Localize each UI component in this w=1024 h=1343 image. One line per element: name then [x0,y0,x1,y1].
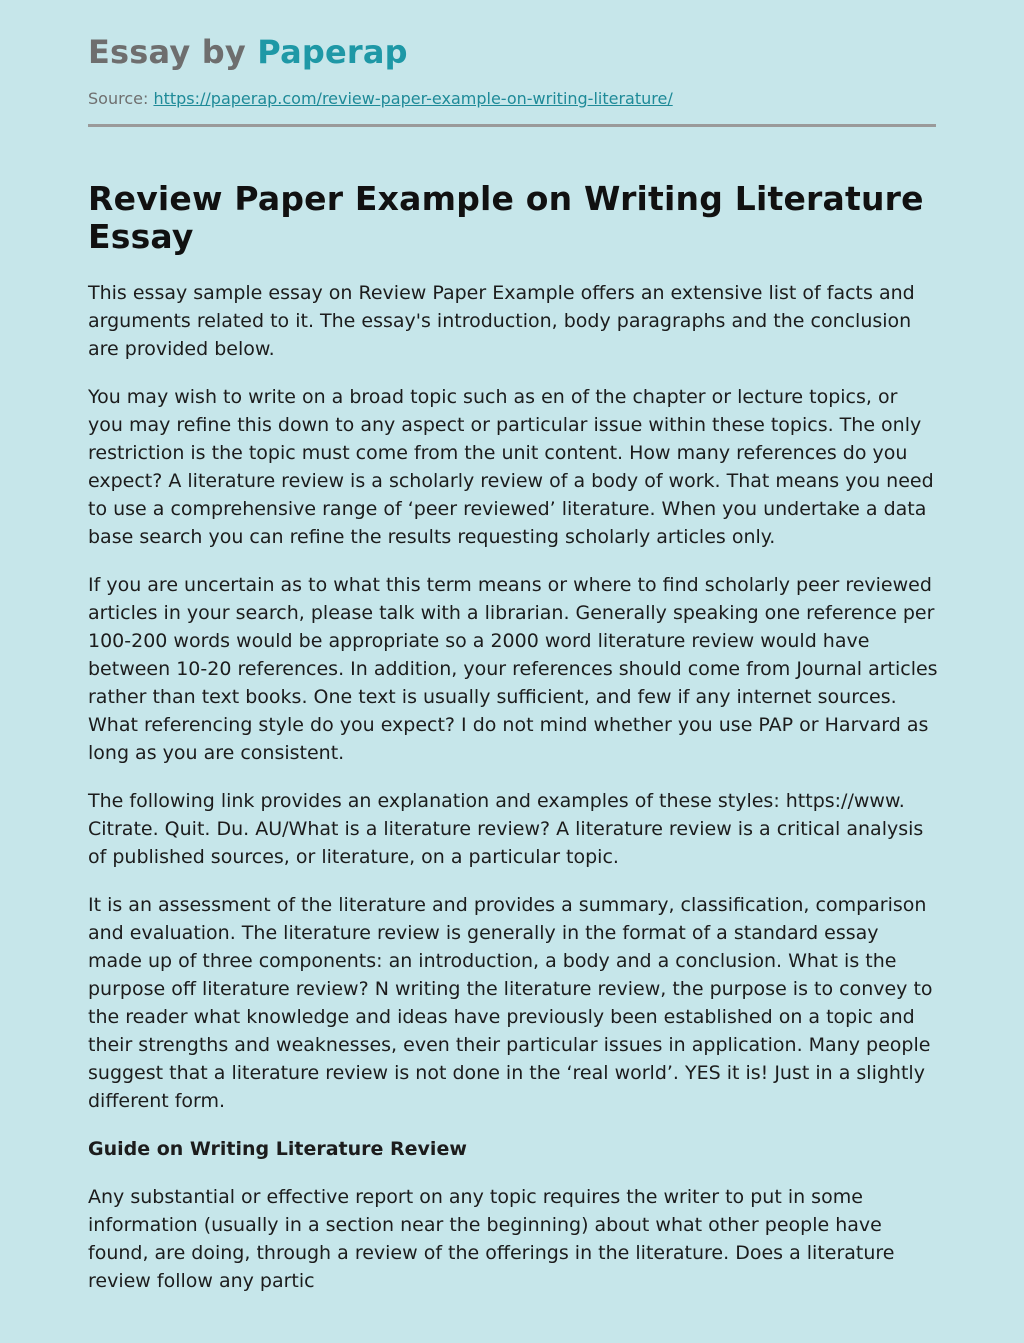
paragraph: If you are uncertain as to what this term means or where to find scholarly peer reviewed articles in your search, please talk with a librarian. Generally speaking one reference per 100-200 words would be appropriate so a 2000 word literature review would have between 10-20 references. In addition, your references should come from Journal articles rather than text books. One text is usually sufficient, and few if any internet sources. What referencing style do you expect? I do not mind whether you use PAP or Harvard as long as you are consistent. [88,574,938,764]
section-heading: Guide on Writing Literature Review [88,1138,467,1160]
paragraph: The following link provides an explanation and examples of these styles: https://www. Citrate. Quit. Du. AU/What is a literature review? A literature review is a critical analysis of published sources, or literature, on a particular topic. [88,790,924,868]
brand-prefix: Essay by [88,33,246,71]
paragraph: You may wish to write on a broad topic such as en of the chapter or lecture topics, or you may refine this down to any aspect or particular issue within these topics. The only restriction is the topic must come from the unit content. How many references do you expect? A literature review is a scholarly review of a body of work. That means you need to use a comprehensive range of ‘peer reviewed’ literature. When you undertake a data base search you can refine the results requesting scholarly articles only. [88,386,934,548]
brand-name: Paperap [257,33,408,71]
paragraph-intro: This essay sample essay on Review Paper Example offers an extensive list of facts and arguments related to it. The essay's introduction, body paragraphs and the conclusion are provided below. [88,282,915,360]
header-divider [88,124,936,127]
page-title: Review Paper Example on Writing Literature Essay [88,179,924,256]
source-label: Source: [88,89,149,108]
source-line [88,88,673,110]
site-brand[interactable] [88,30,408,74]
essay-body [88,279,938,1315]
paragraph-final: Any substantial or effective report on any topic requires the writer to put in some information (usually in a section near the beginning) about what other people have found, are doing, through a review of the offerings in the literature. Does a literature review follow any partic [88,1186,895,1292]
source-link[interactable]: https://paperap.com/review-paper-example-on-writing-literature/ [153,89,673,108]
paragraph: It is an assessment of the literature and provides a summary, classification, comparison and evaluation. The literature review is generally in the format of a standard essay made up of three components: an introduction, a body and a conclusion. What is the purpose off literature review? N writing the literature review, the purpose is to convey to the reader what knowledge and ideas have previously been established on a topic and their strengths and weaknesses, even their particular issues in application. Many people suggest that a literature review is not done in the ‘real world’. YES it is! Just in a slightly different form. [88,894,933,1112]
